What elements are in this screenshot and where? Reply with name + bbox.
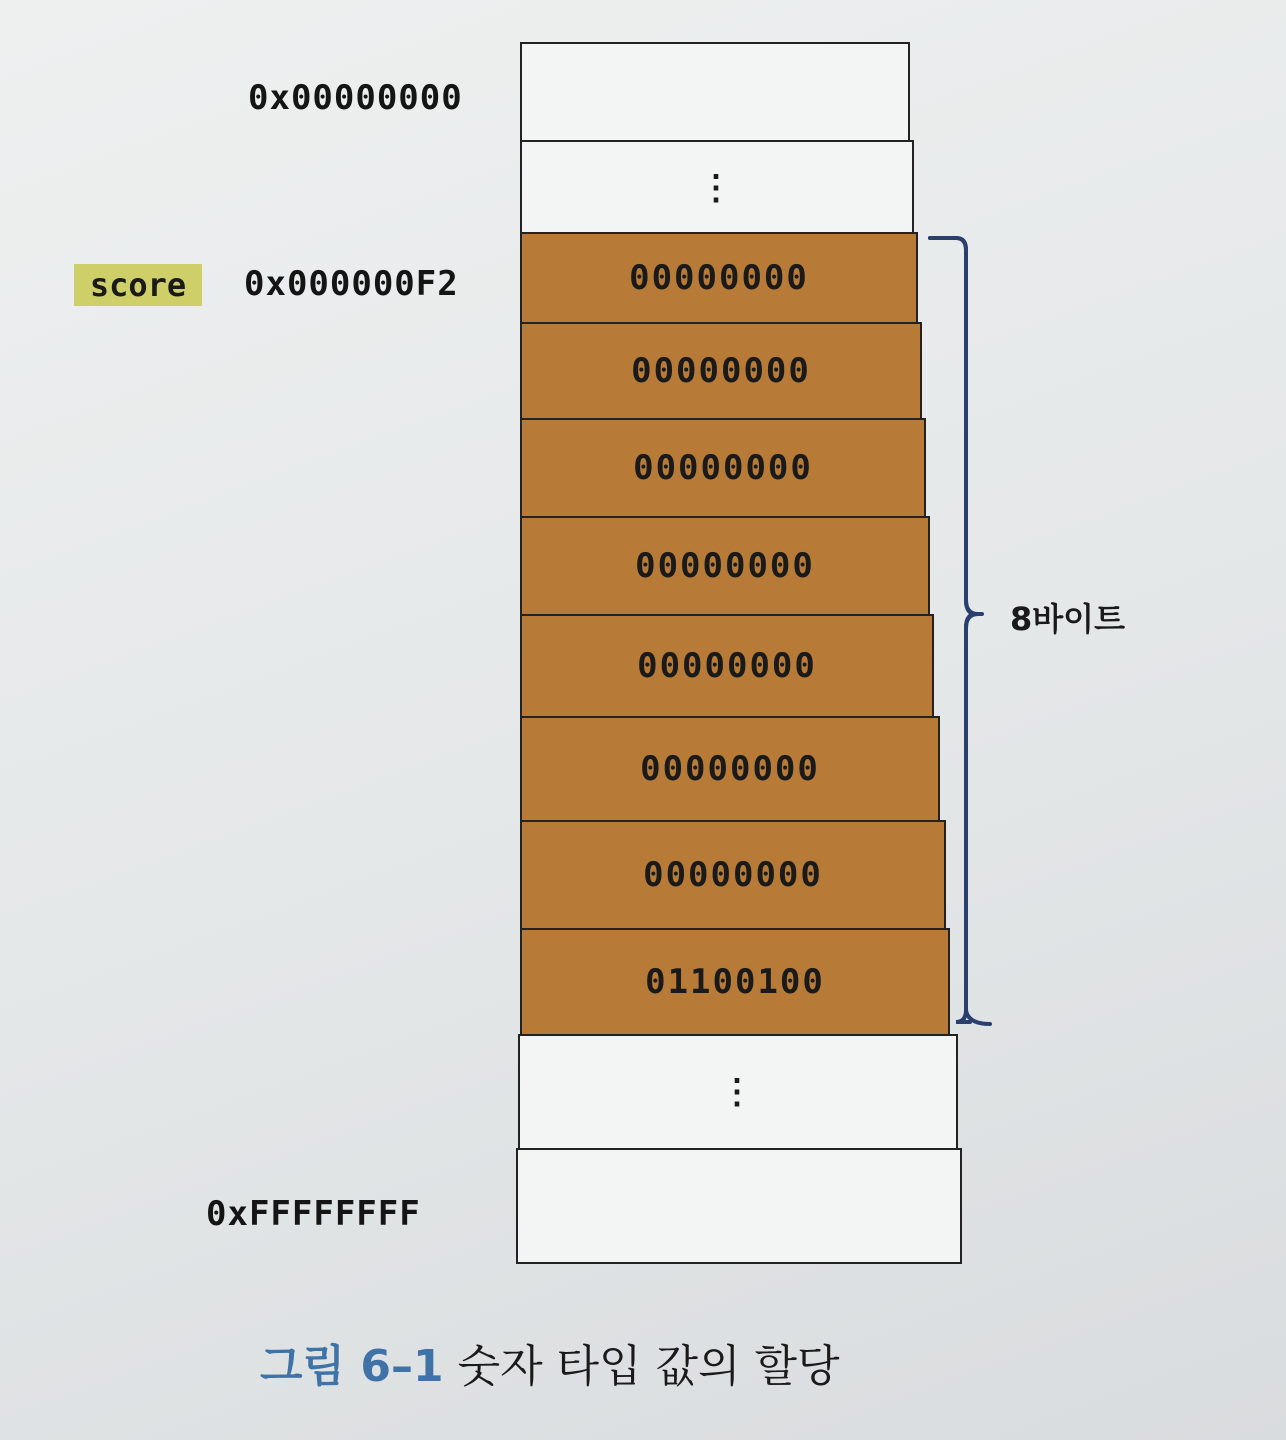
figure-number: 그림 6–1: [260, 1341, 444, 1392]
byte-cell: [520, 322, 922, 420]
figure-caption: [260, 1330, 840, 1394]
byte-value: 00000000: [635, 546, 815, 586]
memory-cell-ellipsis-top: [520, 140, 914, 236]
memory-cell-ellipsis-bottom: [518, 1034, 958, 1150]
byte-value: 00000000: [629, 258, 809, 298]
byte-cell: [520, 716, 940, 822]
byte-value: 01100100: [645, 962, 825, 1002]
byte-value: 00000000: [631, 351, 811, 391]
byte-cell: [520, 418, 926, 518]
address-score: 0x000000F2: [244, 264, 459, 304]
byte-value: 00000000: [640, 749, 820, 789]
byte-cell: [520, 614, 934, 718]
figure-title: 숫자 타입 값의 할당: [457, 1341, 840, 1392]
byte-cell: [520, 516, 930, 616]
ellipsis-bottom: ⋮: [720, 1072, 756, 1112]
byte-cell: [520, 820, 946, 930]
ellipsis-top: ⋮: [699, 168, 735, 208]
byte-size-label: 8바이트: [1010, 600, 1126, 638]
byte-value: 00000000: [637, 646, 817, 686]
memory-cell-start: [520, 42, 910, 142]
byte-range-brace: [920, 230, 1010, 1030]
address-start: 0x00000000: [248, 78, 463, 118]
byte-value: 00000000: [643, 855, 823, 895]
byte-value: 00000000: [633, 448, 813, 488]
memory-cell-end: [516, 1148, 962, 1264]
address-end: 0xFFFFFFFF: [206, 1194, 421, 1234]
variable-name-highlight: score: [74, 264, 202, 306]
byte-cell: [520, 232, 918, 324]
byte-cell: [520, 928, 950, 1036]
